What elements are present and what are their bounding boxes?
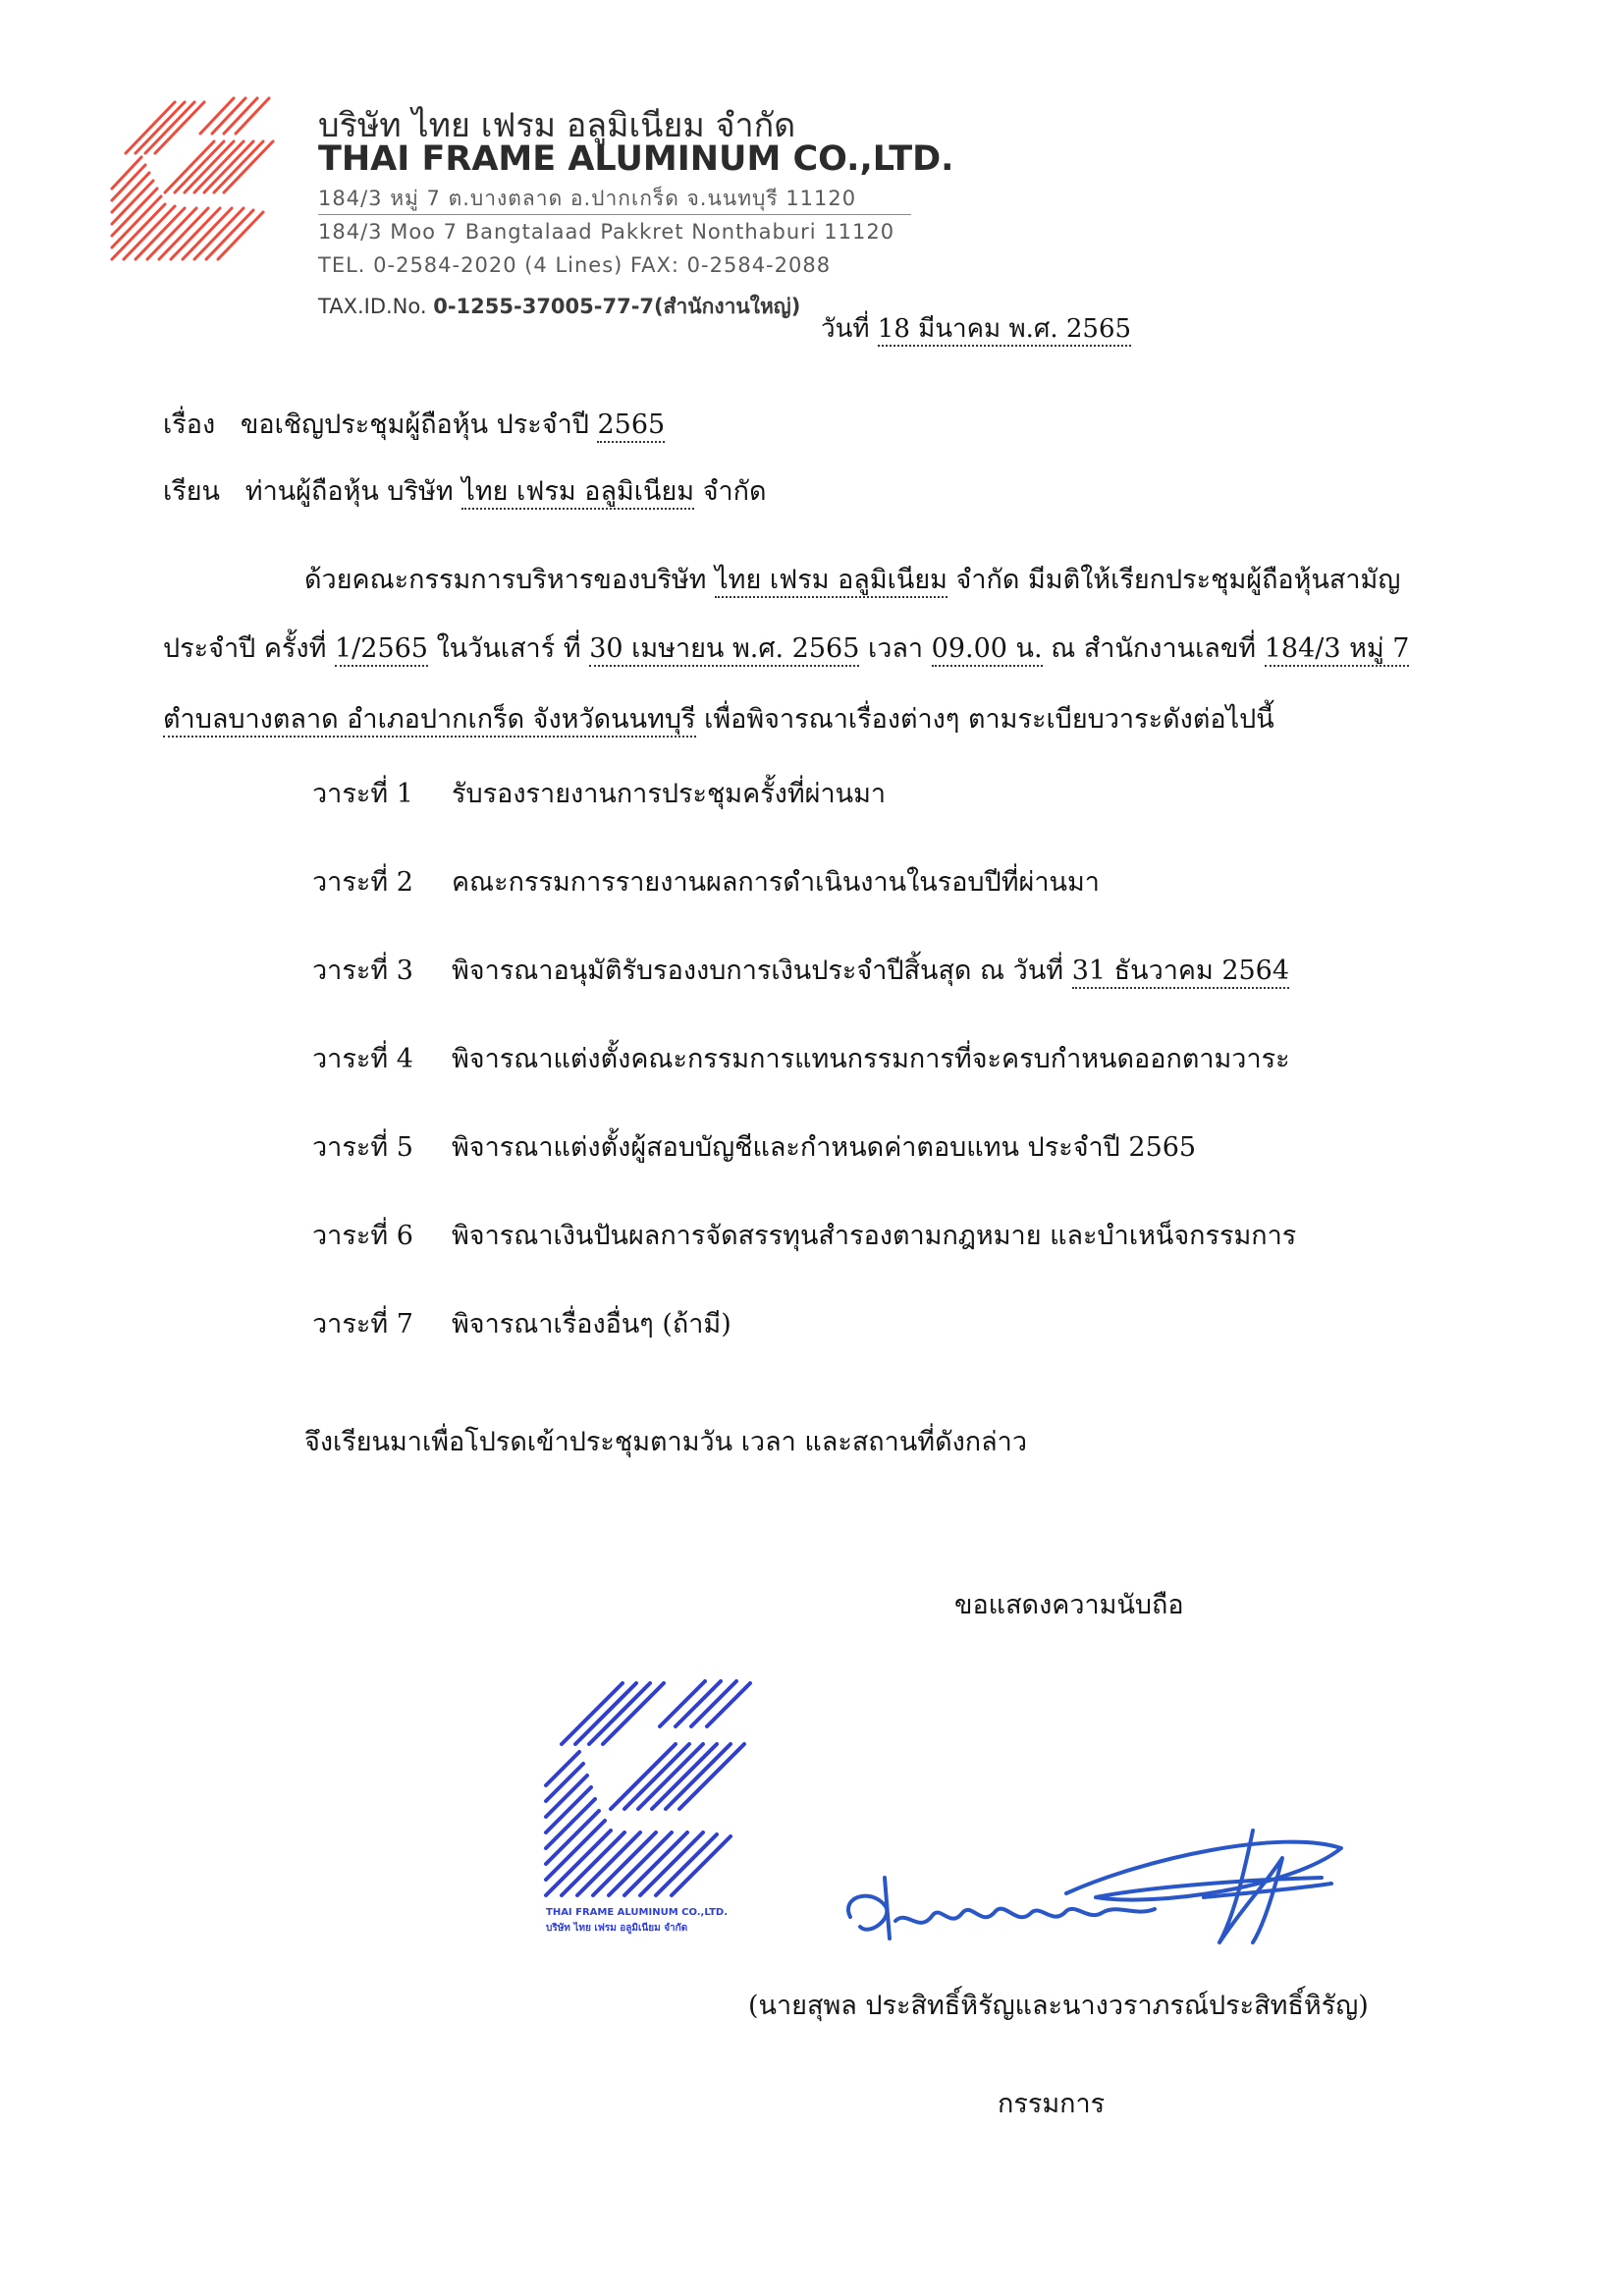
company-name-thai: บริษัท ไทย เฟรม อลูมิเนียม จำกัด bbox=[318, 106, 796, 145]
company-address-english: 184/3 Moo 7 Bangtalaad Pakkret Nonthaburi 11120 bbox=[318, 220, 895, 244]
recipient-prefix: ท่านผู้ถือหุ้น บริษัท bbox=[244, 476, 454, 507]
meeting-time: 09.00 น. bbox=[932, 633, 1043, 667]
subject-label: เรื่อง bbox=[163, 410, 216, 440]
regards-text: ขอแสดงความนับถือ bbox=[954, 1590, 1184, 1620]
agenda-number: วาระที่ 3 bbox=[312, 956, 413, 986]
body-line-1 bbox=[304, 558, 1400, 600]
agenda-number: วาระที่ 6 bbox=[312, 1221, 413, 1251]
agenda-item bbox=[312, 1125, 1196, 1168]
signature bbox=[831, 1819, 1351, 1966]
agenda-text: พิจารณาอนุมัติรับรองงบการเงินประจำปีสิ้นสุด ณ วันที่ bbox=[452, 956, 1064, 986]
agenda-text: พิจารณาแต่งตั้งคณะกรรมการแทนกรรมการที่จะครบกำหนดออกตามวาระ bbox=[452, 1044, 1290, 1074]
agenda-number: วาระที่ 1 bbox=[312, 779, 413, 809]
body-text: จำกัด มีมติให้เรียกประชุมผู้ถือหุ้นสามัญ bbox=[955, 565, 1401, 595]
agenda-number: วาระที่ 2 bbox=[312, 867, 413, 898]
agenda-text: พิจารณาเรื่องอื่นๆ (ถ้ามี) bbox=[452, 1309, 731, 1339]
agenda-item bbox=[312, 949, 1289, 991]
agenda-item bbox=[312, 1302, 731, 1344]
body-text: ณ สำนักงานเลขที่ bbox=[1051, 633, 1257, 664]
meeting-address-district: ตำบลบางตลาด อำเภอปากเกร็ด จังหวัดนนทบุรี bbox=[163, 704, 696, 738]
recipient-suffix: จำกัด bbox=[702, 476, 767, 507]
meeting-number: 1/2565 bbox=[335, 633, 428, 667]
agenda-text: พิจารณาแต่งตั้งผู้สอบบัญชีและกำหนดค่าตอบแทน ประจำปี 2565 bbox=[452, 1132, 1197, 1163]
meeting-date: 30 เมษายน พ.ศ. 2565 bbox=[589, 633, 859, 667]
meeting-address: 184/3 หมู่ 7 bbox=[1265, 633, 1410, 667]
signer-position: กรรมการ bbox=[998, 2089, 1106, 2119]
agenda-text: พิจารณาเงินปันผลการจัดสรรทุนสำรองตามกฎหมาย และบำเหน็จกรรมการ bbox=[452, 1221, 1297, 1251]
body-text: เวลา bbox=[867, 633, 924, 664]
svg-text:THAI FRAME ALUMINUM CO.,LTD.: THAI FRAME ALUMINUM CO.,LTD. bbox=[546, 1907, 728, 1918]
body-line-3 bbox=[163, 697, 1274, 739]
body-company: ไทย เฟรม อลูมิเนียม bbox=[715, 565, 947, 598]
subject-line bbox=[163, 403, 665, 445]
agenda-text: รับรองรายงานการประชุมครั้งที่ผ่านมา bbox=[452, 779, 887, 809]
recipient-label: เรียน bbox=[163, 476, 221, 507]
body-text: ด้วยคณะกรรมการบริหารของบริษัท bbox=[304, 565, 707, 595]
company-logo bbox=[106, 94, 279, 261]
body-line-2 bbox=[163, 627, 1409, 669]
tax-id-label: TAX.ID.No. bbox=[318, 295, 427, 318]
body-text: ประจำปี ครั้งที่ bbox=[163, 633, 327, 664]
body-text: เพื่อพิจารณาเรื่องต่างๆ ตามระเบียบวาระดังต่อไปนี้ bbox=[704, 704, 1274, 735]
svg-text:บริษัท ไทย เฟรม อลูมิเนียม จำก: บริษัท ไทย เฟรม อลูมิเนียม จำกัด bbox=[546, 1923, 688, 1934]
tax-id bbox=[318, 291, 800, 323]
recipient-company: ไทย เฟรม อลูมิเนียม bbox=[461, 476, 694, 510]
signer-name: (นายสุพล ประสิทธิ์หิรัญและนางวราภรณ์ประสิทธิ์หิรัญ) bbox=[748, 1991, 1369, 2021]
recipient-line bbox=[163, 469, 767, 512]
company-address-thai: 184/3 หมู่ 7 ต.บางตลาด อ.ปากเกร็ด จ.นนทบุรี 11120 bbox=[318, 187, 857, 210]
agenda-item bbox=[312, 772, 886, 814]
agenda-text: คณะกรรมการรายงานผลการดำเนินงานในรอบปีที่ผ่านมา bbox=[452, 867, 1100, 898]
agenda-item bbox=[312, 1214, 1296, 1256]
letterhead-divider bbox=[318, 214, 911, 215]
agenda-number: วาระที่ 5 bbox=[312, 1132, 413, 1163]
agenda-number: วาระที่ 7 bbox=[312, 1309, 413, 1339]
body-text: ในวันเสาร์ ที่ bbox=[436, 633, 581, 664]
subject-text: ขอเชิญประชุมผู้ถือหุ้น ประจำปี bbox=[240, 410, 589, 440]
agenda-item bbox=[312, 860, 1100, 902]
letter-date bbox=[821, 308, 1131, 349]
agenda-number: วาระที่ 4 bbox=[312, 1044, 413, 1074]
company-stamp bbox=[542, 1675, 756, 1935]
date-label: วันที่ bbox=[821, 314, 870, 344]
agenda-date: 31 ธันวาคม 2564 bbox=[1072, 956, 1289, 989]
agenda-item bbox=[312, 1037, 1290, 1079]
company-contact: TEL. 0-2584-2020 (4 Lines) FAX: 0-2584-2088 bbox=[318, 253, 832, 277]
subject-year: 2565 bbox=[597, 410, 665, 443]
tax-id-value: 0-1255-37005-77-7(สำนักงานใหญ่) bbox=[433, 295, 801, 318]
company-name-english: THAI FRAME ALUMINUM CO.,LTD. bbox=[318, 139, 954, 179]
closing-text: จึงเรียนมาเพื่อโปรดเข้าประชุมตามวัน เวลา และสถานที่ดังกล่าว bbox=[304, 1427, 1028, 1457]
date-value: 18 มีนาคม พ.ศ. 2565 bbox=[878, 314, 1131, 347]
